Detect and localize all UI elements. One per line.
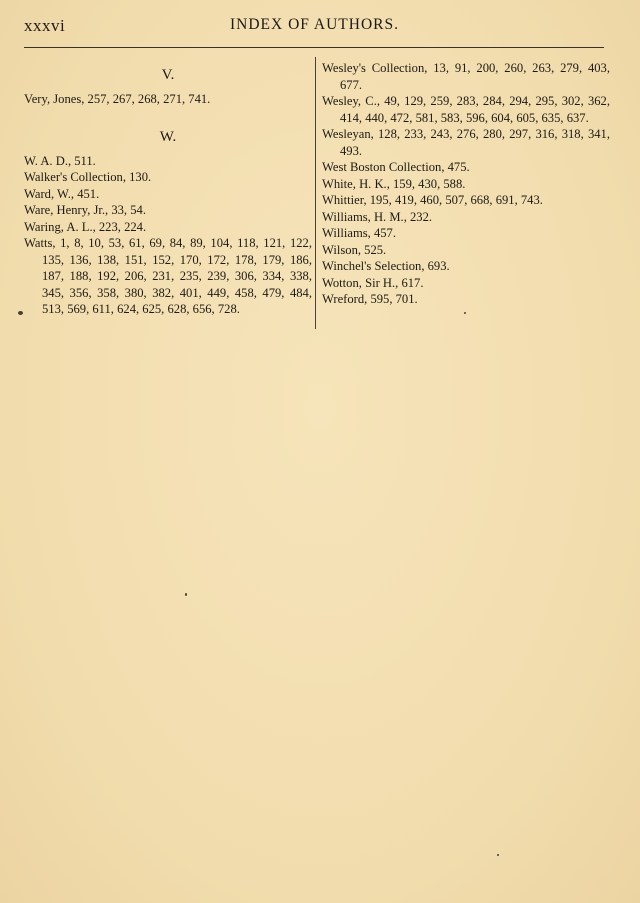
section-letter-v: V. [161,67,175,83]
page-number: xxxvi [24,16,66,35]
paper-speck [464,312,466,314]
paper-speck [497,854,499,856]
section-letter-w: W. [159,128,177,145]
index-entry: Walker's Collection, 130. [24,170,152,184]
paper-speck [185,593,187,596]
index-entry: Williams, H. M., 232. [322,209,433,224]
index-entry: W. A. D., 511. [24,153,96,168]
index-entry: White, H. K., 159, 430, 588. [322,176,466,191]
right-column [322,60,610,308]
index-entry: Wilson, 525. [322,242,387,257]
index-entry: Very, Jones, 257, 267, 268, 271, 741. [24,92,211,106]
paper-speck [18,311,23,315]
index-entry: Watts, 1, 8, 10, 53, 61, 69, 84, 89, 104, 118, 121, 122, 135, 136, 138, 151, 152, 170, 172, 178, 179, 186, 187, 188, 192, 206, 231, 235, 239, 306, 334, 338, 345, 356, 358, 380, 382, 401, 449, 458, 479, 484, 513, 569, 611, 624, 625, 628, 656, 728. [24,236,312,316]
index-entry: Wotton, Sir H., 617. [322,275,424,290]
index-entry: Wreford, 595, 701. [322,292,418,306]
index-entry: Ware, Henry, Jr., 33, 54. [24,203,146,217]
index-entry: Wesleyan, 128, 233, 243, 276, 280, 297, 316, 318, 341, 493. [322,127,610,158]
index-entry: Williams, 457. [322,226,397,240]
column-divider [315,57,316,329]
page-header [24,16,604,40]
header-rule [24,47,604,48]
running-title: INDEX OF AUTHORS. [230,16,399,33]
index-entry: Wesley's Collection, 13, 91, 200, 260, 263, 279, 403, 677. [322,61,610,92]
index-entry: Wesley, C., 49, 129, 259, 283, 284, 294, 295, 302, 362, 414, 440, 472, 581, 583, 596, 604, 605, 635, 637. [322,94,610,125]
index-entry: Winchel's Selection, 693. [322,259,450,273]
index-entry: West Boston Collection, 475. [322,160,470,174]
left-column [24,60,312,318]
index-entry: Waring, A. L., 223, 224. [24,219,147,234]
index-entry: Ward, W., 451. [24,186,100,201]
index-entry: Whittier, 195, 419, 460, 507, 668, 691, 743. [322,193,543,207]
